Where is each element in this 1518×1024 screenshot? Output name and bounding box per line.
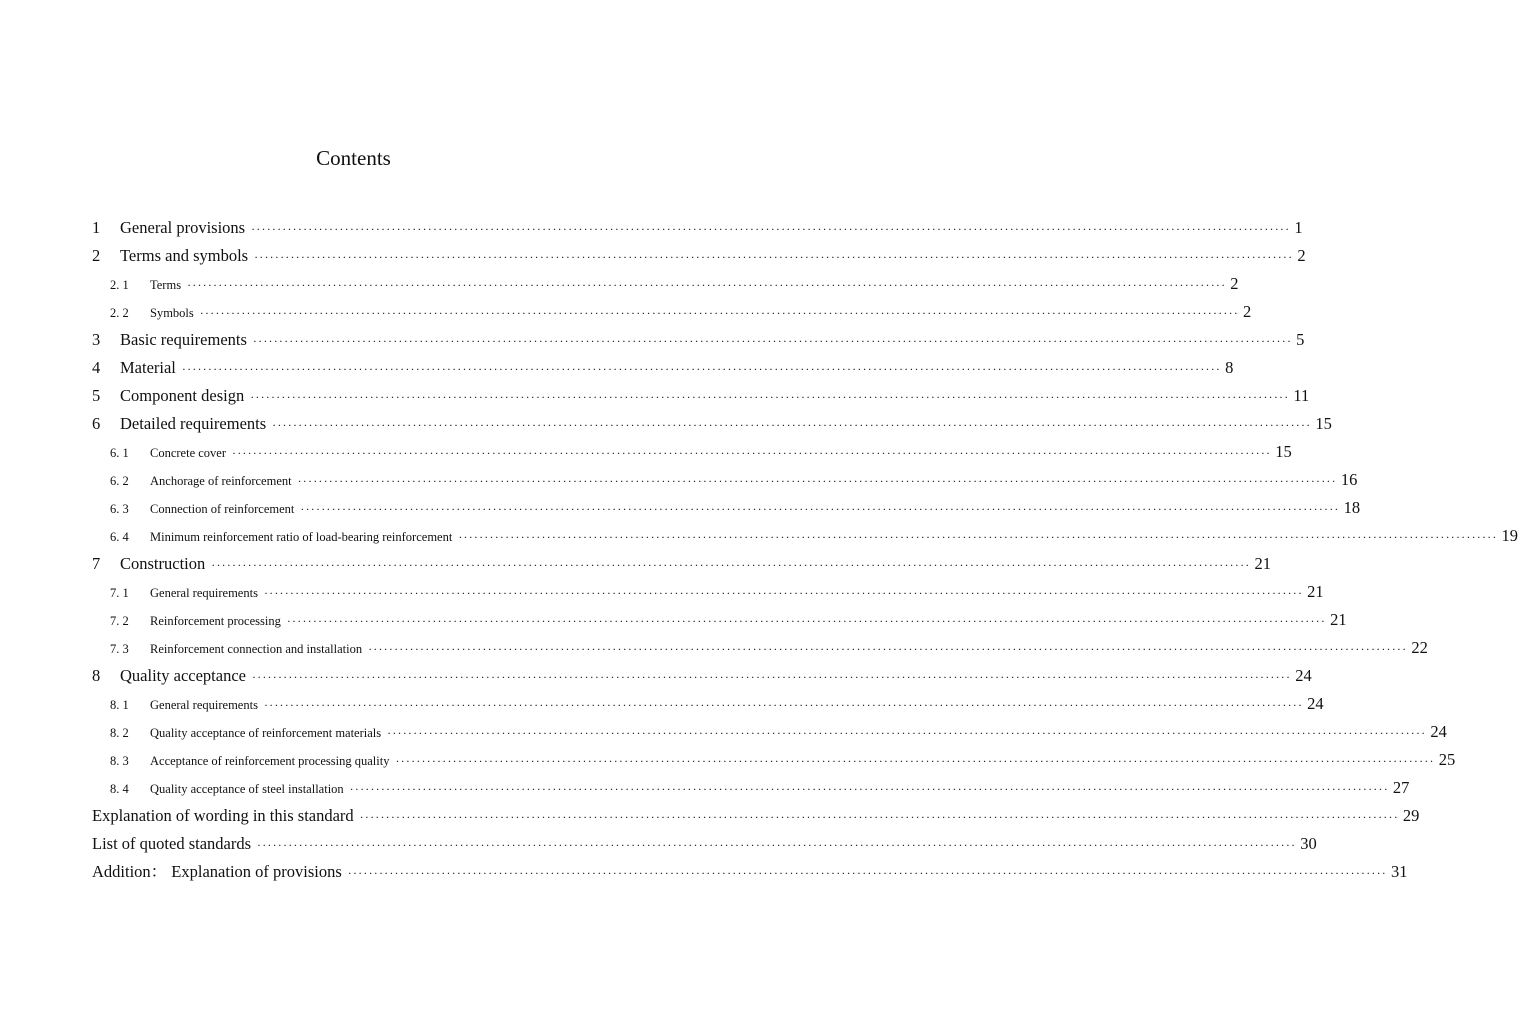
toc-entry[interactable]	[92, 354, 1234, 382]
table-of-contents	[92, 214, 1518, 886]
toc-entry-number: 6	[92, 414, 101, 433]
toc-entry-page-number: 8	[1225, 358, 1234, 377]
dot-leader: ········································································································································································································	[272, 418, 1312, 432]
dot-leader: ········································································································································································································	[395, 754, 1435, 768]
dot-leader: ········································································································································································································	[347, 866, 1387, 880]
toc-entry-number: 8	[92, 666, 101, 685]
toc-entry[interactable]	[92, 494, 1361, 522]
toc-entry-number: 7. 3	[110, 642, 129, 656]
toc-entry-page-number: 25	[1438, 750, 1456, 769]
toc-entry-page-number: 11	[1293, 386, 1310, 405]
toc-entry[interactable]	[92, 438, 1292, 466]
toc-entry-page-number: 21	[1307, 582, 1324, 601]
dot-leader: ········································································································································································································	[387, 726, 1427, 740]
dot-leader: ········································································································································································································	[263, 698, 1304, 712]
toc-entry-number: 2. 1	[110, 278, 129, 292]
toc-entry-number: 2	[92, 246, 101, 265]
dot-leader: ········································································································································································································	[263, 586, 1304, 600]
toc-entry-page-number: 5	[1296, 330, 1305, 349]
toc-entry[interactable]	[92, 298, 1252, 326]
toc-entry-label: Detailed requirements	[120, 414, 267, 433]
toc-entry-label: Material	[120, 358, 176, 377]
toc-entry-page-number: 21	[1254, 554, 1271, 573]
dot-leader: ········································································································································································································	[286, 614, 1327, 628]
toc-entry-label: Connection of reinforcement	[150, 502, 295, 516]
toc-entry-page-number: 22	[1411, 638, 1428, 657]
toc-entry-label: Quality acceptance of steel installation	[150, 782, 344, 796]
dot-leader: ········································································································································································································	[199, 306, 1239, 320]
toc-entry-page-number: 19	[1501, 526, 1518, 545]
toc-entry-page-number: 18	[1343, 498, 1361, 517]
toc-entry-label: Addition： Explanation of provisions	[92, 862, 342, 881]
dot-leader: ········································································································································································································	[368, 642, 1408, 656]
toc-entry-page-number: 1	[1294, 218, 1303, 237]
toc-entry-page-number: 15	[1275, 442, 1292, 461]
toc-entry-page-number: 16	[1340, 470, 1358, 489]
toc-entry-label: Reinforcement processing	[150, 614, 281, 628]
dot-leader: ········································································································································································································	[181, 362, 1222, 376]
toc-entry-number: 6. 3	[110, 502, 129, 516]
toc-entry[interactable]	[92, 718, 1447, 746]
toc-entry-label: Terms and symbols	[120, 246, 249, 265]
toc-entry-label: Quality acceptance of reinforcement materials	[150, 726, 382, 740]
toc-entry-number: 6. 1	[110, 446, 129, 460]
dot-leader: ········································································································································································································	[297, 474, 1337, 488]
toc-entry-page-number: 21	[1330, 610, 1347, 629]
toc-entry-number: 3	[92, 330, 101, 349]
toc-entry-number: 8. 2	[110, 726, 129, 740]
dot-leader: ········································································································································································································	[458, 530, 1498, 544]
toc-entry-page-number: 2	[1242, 302, 1252, 321]
toc-entry-page-number: 2	[1230, 274, 1239, 293]
toc-entry[interactable]	[92, 774, 1410, 802]
toc-entry[interactable]	[92, 550, 1271, 578]
toc-entry-number: 7	[92, 554, 101, 573]
dot-leader: ········································································································································································································	[257, 838, 1297, 852]
toc-entry-number: 6. 4	[110, 530, 129, 544]
toc-entry-label: Component design	[120, 386, 245, 405]
toc-entry[interactable]	[92, 746, 1456, 774]
toc-entry-number: 1	[92, 218, 101, 237]
toc-entry[interactable]	[92, 214, 1303, 242]
toc-entry-number: 8. 1	[110, 698, 129, 712]
toc-entry[interactable]	[92, 466, 1358, 494]
toc-entry-label: General requirements	[150, 586, 258, 600]
toc-entry-page-number: 24	[1430, 722, 1447, 741]
toc-entry-number: 7. 1	[110, 586, 129, 600]
toc-entry[interactable]	[92, 382, 1310, 410]
dot-leader: ········································································································································································································	[251, 670, 1292, 684]
dot-leader: ········································································································································································································	[252, 334, 1293, 348]
toc-entry-page-number: 31	[1391, 862, 1408, 881]
toc-entry-number: 6. 2	[110, 474, 129, 488]
toc-entry-page-number: 29	[1402, 806, 1420, 825]
toc-entry-page-number: 30	[1300, 834, 1317, 853]
toc-entry-number: 4	[92, 358, 101, 377]
toc-entry-number: 5	[92, 386, 101, 405]
dot-leader: ········································································································································································································	[300, 502, 1340, 516]
toc-entry-label: Minimum reinforcement ratio of load-bearing reinforcement	[150, 530, 453, 544]
toc-entry-number: 8. 3	[110, 754, 129, 768]
toc-entry[interactable]	[92, 242, 1306, 270]
toc-entry[interactable]	[92, 690, 1324, 718]
toc-entry[interactable]	[92, 270, 1239, 298]
toc-entry-label: List of quoted standards	[92, 834, 252, 853]
toc-entry[interactable]	[92, 326, 1305, 354]
toc-entry-label: Explanation of wording in this standard	[92, 806, 354, 825]
toc-entry-label: Anchorage of reinforcement	[150, 474, 292, 488]
dot-leader: ········································································································································································································	[187, 278, 1227, 292]
dot-leader: ········································································································································································································	[211, 558, 1251, 572]
toc-entry[interactable]	[92, 662, 1312, 690]
dot-leader: ········································································································································································································	[254, 250, 1294, 264]
dot-leader: ········································································································································································································	[232, 446, 1272, 460]
toc-entry-number: 8. 4	[110, 782, 129, 796]
toc-entry[interactable]	[92, 522, 1518, 550]
dot-leader: ········································································································································································································	[251, 222, 1291, 236]
toc-entry[interactable]	[92, 858, 1408, 886]
toc-entry[interactable]	[92, 410, 1332, 438]
toc-entry-page-number: 24	[1295, 666, 1312, 685]
toc-entry-number: 2. 2	[110, 306, 129, 320]
toc-entry-page-number: 2	[1297, 246, 1306, 265]
dot-leader: ········································································································································································································	[359, 810, 1399, 824]
toc-entry-page-number: 15	[1315, 414, 1332, 433]
toc-entry-label: Quality acceptance	[120, 666, 246, 685]
toc-entry[interactable]	[92, 802, 1420, 830]
toc-entry-label: Construction	[120, 554, 206, 573]
dot-leader: ········································································································································································································	[250, 390, 1290, 404]
toc-entry-label: General provisions	[120, 218, 246, 237]
toc-entry-label: Basic requirements	[120, 330, 247, 349]
toc-entry[interactable]	[92, 830, 1317, 858]
toc-entry-label: Terms	[150, 278, 182, 292]
toc-entry[interactable]	[92, 634, 1428, 662]
page-title: Contents	[316, 146, 391, 170]
toc-entry[interactable]	[92, 578, 1324, 606]
toc-entry-label: Reinforcement connection and installation	[150, 642, 363, 656]
toc-entry-page-number: 24	[1307, 694, 1324, 713]
toc-entry-label: Symbols	[150, 306, 194, 320]
toc-entry-number: 7. 2	[110, 614, 129, 628]
toc-entry-page-number: 27	[1392, 778, 1410, 797]
dot-leader: ········································································································································································································	[349, 782, 1389, 796]
toc-entry[interactable]	[92, 606, 1347, 634]
toc-entry-label: General requirements	[150, 698, 258, 712]
toc-entry-label: Concrete cover	[150, 446, 227, 460]
toc-entry-label: Acceptance of reinforcement processing quality	[150, 754, 390, 768]
